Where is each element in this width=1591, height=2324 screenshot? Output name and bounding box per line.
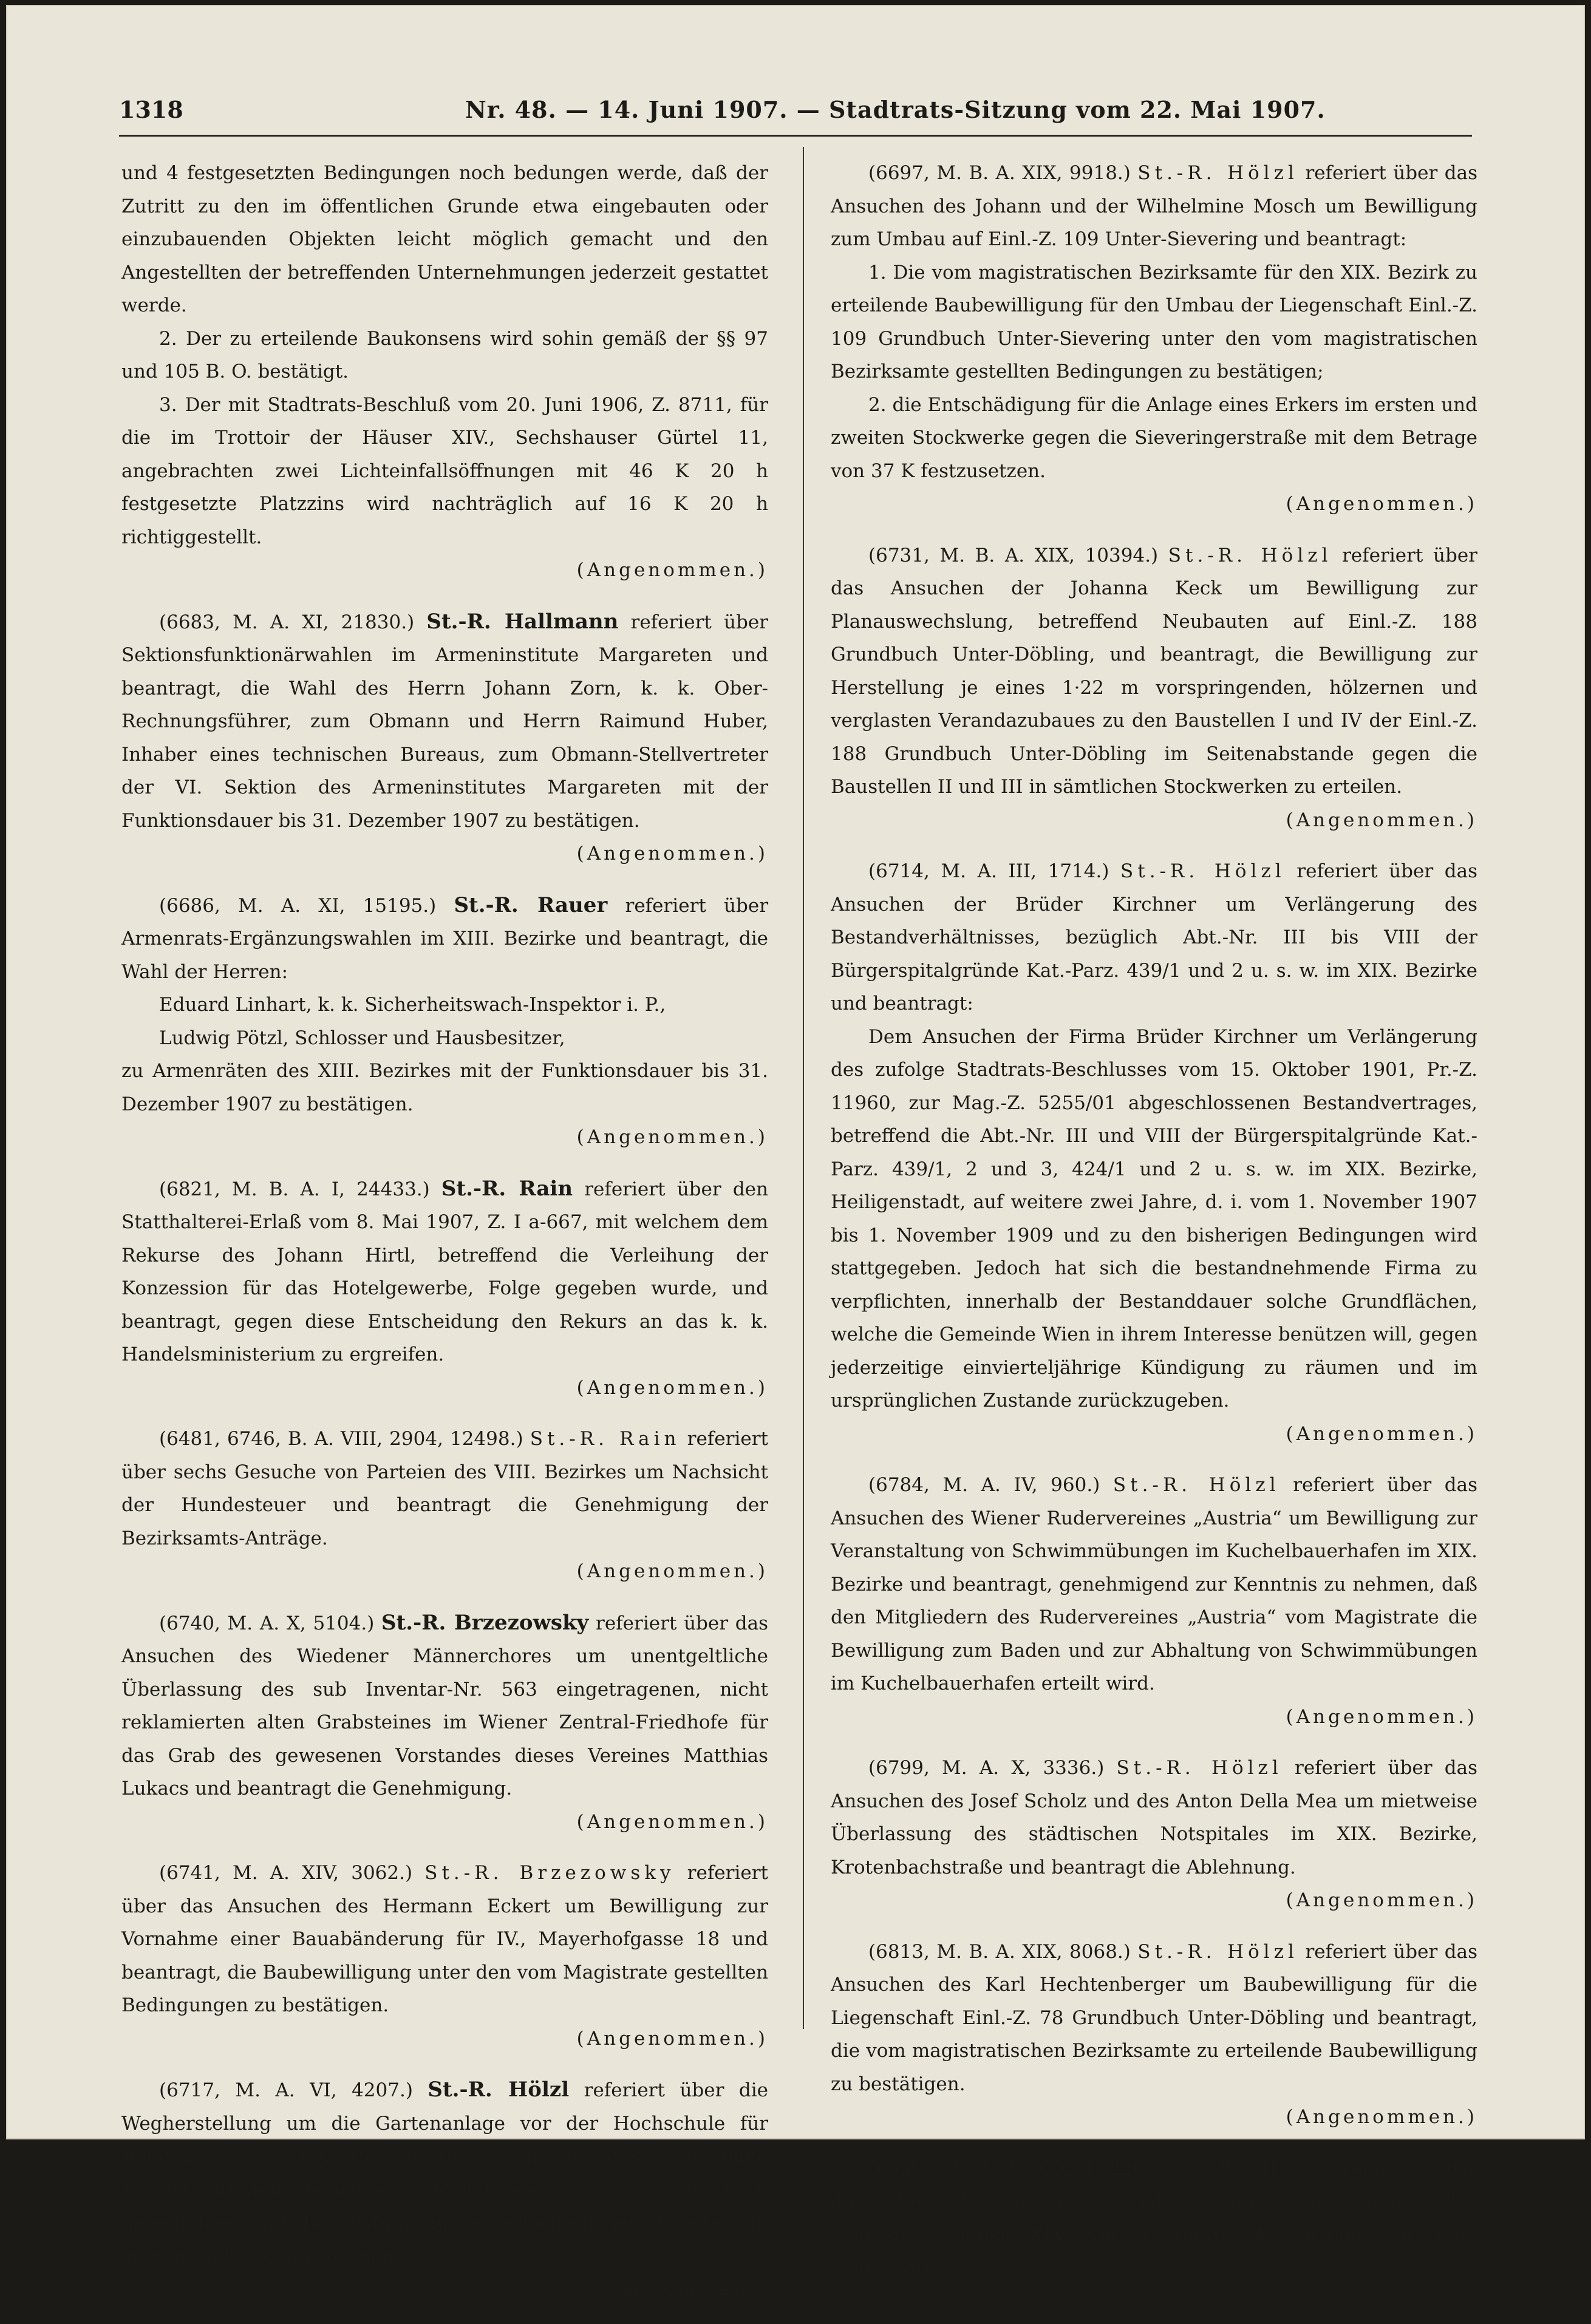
entry-speaker: St.-R. Brzezowsky <box>381 1610 589 1635</box>
numbered-item: 1. Die vom magistratischen Bezirksamte für den XIX. Bezirk zu erteilende Baubewilligung für den Umbau der Liegenschaft Einl.-Z. 109 Grundbuch Unter-Sievering unter den vom magistratischen Bezirksamte gestellten Bedingungen zu bestätigen; <box>831 261 1477 382</box>
agenda-entry <box>121 1422 768 1588</box>
entry-body: referiert über das Ansuchen der Johanna Keck um Bewilligung zur Planauswechslung, betreffend Neubauten auf Einl.-Z. 188 Grundbuch Unter-Döbling, und beantragt, die Bewilligung zur Herstellung je eines 1·22 m vorspringenden, hölzernen und verglasten Verandazubaues zu den Baustellen I und IV der Einl.-Z. 188 Grundbuch Unter-Döbling im Seitenabstande gegen die Baustellen II und III in sämtlichen Stockwerken zu erteilen. <box>831 544 1477 798</box>
entry-speaker: St.-R. Hölzl <box>1168 2157 1332 2180</box>
agenda-entry <box>831 1935 1477 2134</box>
intro-block <box>121 157 768 587</box>
entry-paragraph <box>121 1606 768 1806</box>
intro-paragraph: 2. Der zu erteilende Baukonsens wird sohin gemäß der §§ 97 und 105 B. O. bestätigt. <box>121 327 768 382</box>
verdict: (Angenommen.) <box>576 559 768 581</box>
intro-paragraph: und 4 festgesetzten Bedingungen noch bedungen werde, daß der Zutritt zu den im öffentlichen Grunde etwa eingebauten oder einzubauenden Objekten leicht möglich gemacht und den Angestellten der betreffenden Unternehmungen jederzeit gestattet werde. <box>121 162 768 316</box>
verdict: (Angenommen.) <box>1286 1889 1477 1911</box>
entry-paragraph <box>121 889 768 989</box>
column-divider <box>803 147 804 2029</box>
entry-speaker: St.-R. Hölzl <box>428 2078 570 2102</box>
entry-body: referiert über das Ansuchen des Hermann Eckert um Bewilligung zur Vornahme einer Bauabänderung für IV., Mayerhofgasse 18 und beantragt, die Baubewilligung unter den vom Magistrate gestellten Bedingungen zu bestätigen. <box>121 1862 768 2016</box>
agenda-entry <box>121 1606 768 1839</box>
entry-reference: (6740, M. A. X, 5104.) <box>159 1612 375 1634</box>
entry-speaker: St.-R. Hölzl <box>1120 860 1286 882</box>
named-person: Ludwig Pötzl, Schlosser und Hausbesitzer, <box>159 1027 565 1049</box>
entry-reference: (6717, M. A. VI, 4207.) <box>159 2079 413 2101</box>
entry-speaker: St.-R. Rain <box>530 1428 681 1450</box>
verdict: (Angenommen.) <box>576 843 768 865</box>
verdict: (Angenommen.) <box>1286 1705 1477 1728</box>
entry-reference: (6784, M. A. IV, 960.) <box>868 1474 1100 1496</box>
entry-body: referiert über die Wegherstellung um die Gartenanlage vor der Hochschule für Bodenkultur im XIX. Bezirke und beantragt, das vorliegende Projekt mit dem bedeckten Erfordernisse von 9631 K 95 h zu genehmigen und die Ausführung der erforderlichen Arbeiten im kurrenten Wege anzuordnen. <box>121 2079 769 2267</box>
agenda-entry <box>831 1469 1477 1733</box>
verdict: (Angenommen.) <box>1286 493 1477 515</box>
agenda-entry <box>121 605 768 871</box>
agenda-entry <box>121 1172 768 1405</box>
agenda-entry <box>831 157 1477 521</box>
entry-body: referiert über das Ansuchen der Brüder Kirchner um Verlängerung des Bestandverhältnisses, bezüglich Abt.-Nr. III bis VIII der Bürgerspitalgründe Kat.-Parz. 439/1 und 2 u. s. w. im XIX. Bezirke und beantragt: <box>831 860 1478 1014</box>
agenda-entry <box>121 1857 768 2055</box>
intro-paragraph: 3. Der mit Stadtrats-Beschluß vom 20. Juni 1906, Z. 8711, für die im Trottoir der Häuser XIV., Sechshauser Gürtel 11, angebrachten zwei Lichteinfallsöffnungen mit 46 K 20 h festgesetzte Platzzins wird nachträglich auf 16 K 20 h richtiggestellt. <box>121 393 768 548</box>
entry-reference: (6741, M. A. XIV, 3062.) <box>159 1862 413 1884</box>
entry-paragraph <box>831 539 1477 804</box>
entry-body: referiert über sechs Gesuche von Parteien des VIII. Bezirkes um Nachsicht der Hundesteuer und beantragt die Genehmigung der Bezirksamts-Anträge. <box>121 1428 768 1549</box>
entry-paragraph <box>121 1857 768 2022</box>
entry-body: referiert über Sektionsfunktionärwahlen im Armeninstitute Margareten und beantragt, die Wahl des Herrn Johann Zorn, k. k. Ober-Rechnungsführer, zum Obmann und Herrn Raimund Huber, Inhaber eines technischen Bureaus, zum Obmann-Stellvertreter der VI. Sektion des Armeninstitutes Margareten mit der Funktionsdauer bis 31. Dezember 1907 zu bestätigen. <box>121 611 769 832</box>
entry-body: referiert über das Ansuchen des Karl Hechtenberger um Baubewilligung für die Liegenschaft Einl.-Z. 78 Grundbuch Unter-Döbling und beantragt, die vom magistratischen Bezirksamte zu erteilende Baubewilligung zu bestätigen. <box>831 1940 1477 2095</box>
entry-body: referiert über das Ansuchen des Wiedener Männerchores um unentgeltliche Überlassung des sub Inventar-Nr. 563 eingetragenen, nicht reklamierten alten Grabsteines im Wiener Zentral-Friedhofe für das Grab des gewesenen Vorstandes dieses Vereines Matthias Lukacs und beantragt die Genehmigung. <box>121 1612 769 1799</box>
entry-paragraph <box>121 1172 768 1371</box>
verdict: (Angenommen.) <box>1286 1422 1477 1445</box>
entry-reference: (6714, M. A. III, 1714.) <box>868 860 1109 882</box>
entry-paragraph <box>831 1935 1477 2101</box>
entry-speaker: St.-R. Hölzl <box>1137 1940 1298 1963</box>
entry-reference: (6813, M. B. A. XIX, 8068.) <box>868 1940 1131 1963</box>
entry-paragraph <box>121 605 768 838</box>
numbered-item: 2. die Entschädigung für die Anlage eines Erkers im ersten und zweiten Stockwerke gegen die Sieveringerstraße mit dem Betrage von 37 K festzusetzen. <box>831 393 1477 482</box>
left-column <box>121 157 768 2324</box>
verdict: (Angenommen.) <box>1286 2106 1477 2128</box>
newspaper-page <box>6 5 1585 2300</box>
entry-reference: (6697, M. B. A. XIX, 9918.) <box>868 162 1131 184</box>
page-number: 1318 <box>119 96 183 123</box>
entry-speaker: St.-R. Brzezowsky <box>424 1862 675 1884</box>
entry-speaker: St.-R. Rain <box>441 1176 573 1201</box>
entry-body: referiert über das Ansuchen des Wiener Rudervereines „Austria“ um Bewilligung zur Veranstaltung von Schwimmübungen im Kuchelbauerhafen im XIX. Bezirke und beantragt, genehmigend zur Kenntnis zu nehmen, daß den Mitgliedern des Rudervereines „Austria“ vom Magistrate die Bewilligung zum Baden und zur Abhaltung von Schwimmübungen im Kuchelbauerhafen erteilt wird. <box>831 1474 1477 1694</box>
entry-paragraph <box>831 157 1477 256</box>
verdict: (Angenommen.) <box>576 2278 768 2300</box>
agenda-entry <box>831 539 1477 837</box>
entry-speaker: St.-R. Rauer <box>454 892 608 917</box>
verdict: (Angenommen.) <box>576 1376 768 1399</box>
running-head: Nr. 48. — 14. Juni 1907. — Stadtrats-Sitzung vom 22. Mai 1907. <box>465 96 1326 123</box>
entry-speaker: St.-R. Hölzl <box>1116 1757 1283 1779</box>
header-rule <box>119 135 1472 137</box>
named-person: Eduard Linhart, k. k. Sicherheitswach-Inspektor i. P., <box>159 994 666 1016</box>
right-column <box>831 157 1477 2303</box>
verdict: (Angenommen.) <box>576 1810 768 1833</box>
verdict: (Angenommen.) <box>1286 809 1477 831</box>
agenda-entry <box>831 2152 1477 2285</box>
entry-reference: (6839, M. B. A. XIX, 10220.) <box>868 2157 1159 2180</box>
agenda-entry <box>121 889 768 1154</box>
agenda-entry <box>831 1751 1477 1917</box>
entry-reference: (6799, M. A. X, 3336.) <box>868 1757 1105 1779</box>
page-header <box>119 86 1472 129</box>
entry-reference: (6683, M. A. XI, 21830.) <box>159 611 415 633</box>
entry-body: referiert über das Ansuchen des Josef Scholz und des Anton Della Mea um mietweise Überlassung des städtischen Notspitales im XIX. Bezirke, Krotenbachstraße und beantragt die Ablehnung. <box>831 1757 1478 1878</box>
agenda-entry <box>831 855 1477 1450</box>
entry-paragraph <box>121 2073 768 2272</box>
verdict: (Angenommen.) <box>576 2027 768 2050</box>
entry-reference: (6686, M. A. XI, 15195.) <box>159 894 437 917</box>
entry-body: referiert über das Offert des Gastwirtes Ludwig Höbart auf Mietung des städtischen Hauses XIX., Springsiedelweg 1, und beantragt, dem Höbart die <box>831 2157 1477 2278</box>
entry-body-continued: zu Armenräten des XIII. Bezirkes mit der Funktionsdauer bis 31. Dezember 1907 zu bestätigen. <box>121 1060 768 1115</box>
entry-paragraph <box>121 1422 768 1555</box>
entry-paragraph <box>831 2152 1477 2285</box>
entry-speaker: St.-R. Hölzl <box>1137 162 1298 184</box>
entry-body: referiert über den Statthalterei-Erlaß vom 8. Mai 1907, Z. I a-667, mit welchem dem Rekurse des Johann Hirtl, betreffend die Verleihung der Konzession für das Hotelgewerbe, Folge gegeben wurde, und beantragt, gegen diese Entscheidung den Rekurs an das k. k. Handelsministerium zu ergreifen. <box>121 1178 768 1365</box>
entry-reference: (6481, 6746, B. A. VIII, 2904, 12498.) <box>159 1428 523 1450</box>
resolution-paragraph: Dem Ansuchen der Firma Brüder Kirchner um Verlängerung des zufolge Stadtrats-Beschlusses vom 15. Oktober 1901, Pr.-Z. 11960, zur Mag.-Z. 5255/01 abgeschlossenen Bestandvertrages, betreffend die Abt.-Nr. III und VIII der Bürgerspitalgründe Kat.-Parz. 439/1, 2 und 3, 424/1 und 2 u. s. w. im XIX. Bezirke, Heiligenstadt, auf weitere zwei Jahre, d. i. vom 1. November 1907 bis 1. November 1909 und zu den bisherigen Bedingungen wird stattgegeben. Jedoch hat sich die bestandnehmende Firma zu verpflichten, innerhalb der Bestanddauer solche Grundflächen, welche die Gemeinde Wien in ihrem Interesse benützen will, gegen jederzeitige einvierteljährige Kündigung zu räumen und im ursprünglichen Zustande zurückzugeben. <box>831 1025 1477 1412</box>
entry-speaker: St.-R. Hölzl <box>1168 544 1332 566</box>
entry-body: referiert über Armenrats-Ergänzungswahlen im XIII. Bezirke und beantragt, die Wahl der Herren: <box>121 894 769 983</box>
entry-reference: (6821, M. B. A. I, 24433.) <box>159 1178 430 1200</box>
entry-speaker: St.-R. Hölzl <box>1112 1474 1280 1496</box>
entry-paragraph <box>831 1469 1477 1701</box>
entry-paragraph <box>831 1751 1477 1884</box>
entry-paragraph <box>831 855 1477 1021</box>
entry-reference: (6731, M. B. A. XIX, 10394.) <box>868 544 1159 566</box>
entry-body: referiert über das Ansuchen des Johann und der Wilhelmine Mosch um Bewilligung zum Umbau auf Einl.-Z. 109 Unter-Sievering und beantragt: <box>831 162 1477 250</box>
verdict: (Angenommen.) <box>576 1126 768 1148</box>
agenda-entry <box>121 2073 768 2306</box>
entry-speaker: St.-R. Hallmann <box>426 609 619 634</box>
verdict: (Angenommen.) <box>576 1560 768 1582</box>
